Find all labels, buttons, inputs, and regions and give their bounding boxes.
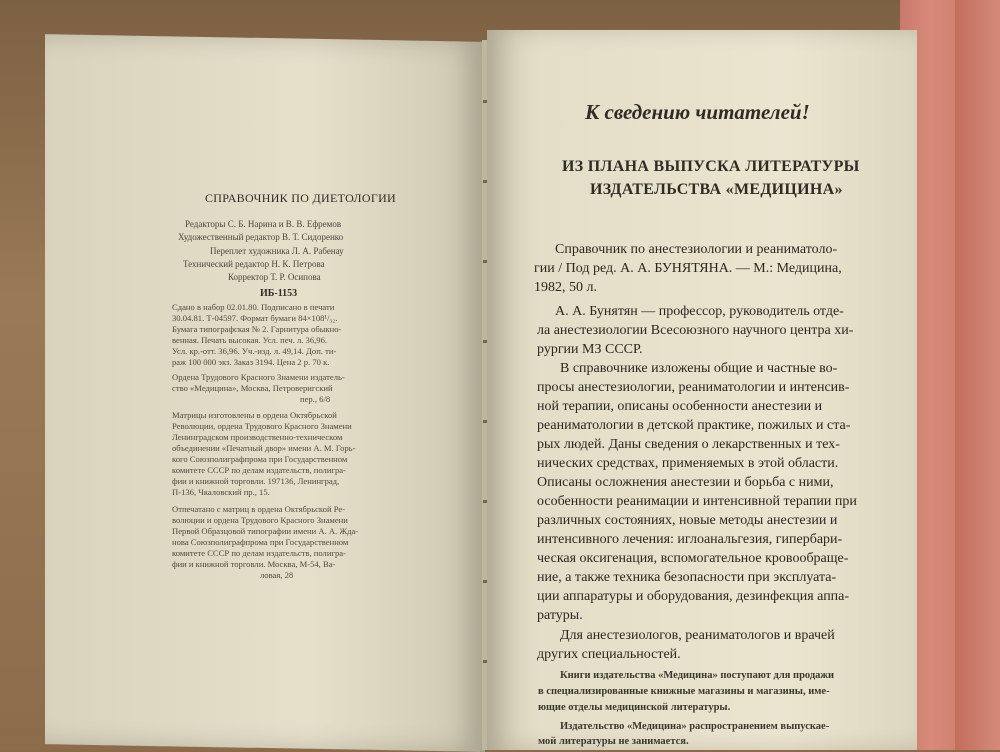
printed-line: комитете СССР по делам издательств, полигра- [172,548,346,558]
description-line: просы анестезиологии, реаниматологии и интенсив- [537,380,850,395]
book-cover-edge [955,0,1000,750]
print-details-line: раж 100 000 экз. Заказ 3194. Цена 2 р. 70 к. [172,357,330,367]
imprint-line: Художественный редактор В. Т. Сидоренко [178,232,344,242]
print-details-line: 30.04.81. Т-04597. Формат бумаги 84×108¹/₃₂. [172,313,338,323]
description-line: нических средствах, применяемых в этой области. [537,456,839,471]
description-line: ние, а также техника безопасности при эксплуата- [537,570,837,585]
imprint-line: Переплет художника Л. А. Рабенау [210,246,344,256]
book-reference-line: гии / Под ред. А. А. БУНЯТЯНА. — М.: Медицина, [534,261,842,276]
description-line: А. А. Бунятян — профессор, руководитель отде- [555,304,844,319]
audience-line: Для анестезиологов, реаниматологов и врачей [560,628,835,643]
imprint-line: Технический редактор Н. К. Петрова [183,259,325,269]
plan-heading-line2: ИЗДАТЕЛЬСТВА «МЕДИЦИНА» [590,181,843,198]
description-line: ческая оксигенация, вспомогательное кровообраще- [537,551,849,566]
description-line: Описаны осложнения анестезии и борьба с ними, [537,475,834,490]
printed-line: нова Союзполиграфпрома при Государственном [172,537,349,547]
publisher-line: Ордена Трудового Красного Знамени издатель- [172,372,345,382]
printed-line: Отпечатано с матриц в ордена Октябрьской Ре- [172,504,346,514]
description-line: особенности реанимации и интенсивной терапии при [537,494,857,509]
description-line: рых людей. Даны сведения о лекарственных и тех- [537,437,840,452]
print-details-line: Сдано в набор 02.01.80. Подписано в печати [172,302,335,312]
matrices-line: Матрицы изготовлены в ордена Октябрьской [172,410,337,420]
publisher-line: ство «Медицина», Москва, Петроверигский [172,383,333,393]
description-line: ции аппаратуры и оборудования, дезинфекция аппа- [537,589,850,604]
matrices-line: комитете СССР по делам издательств, полигра- [172,465,346,475]
description-line: ной терапии, описаны особенности анестезии и [537,399,823,414]
print-details-line: Усл. кр.-отт. 36,96. Уч.-изд. л. 49,14. Доп. ти- [172,346,337,356]
matrices-line: Революции, ордена Трудового Красного Знамени [172,421,352,431]
imprint-line: Корректор Т. Р. Осипова [228,272,321,282]
printed-line: Первой Образцовой типографии имени А. А. Жда- [172,526,359,536]
description-line: рургии МЗ СССР. [537,342,643,357]
description-line: различных состояниях, новые методы анестезии и [537,513,838,528]
print-details-line: Бумага типографская № 2. Гарнитура обыкно- [172,324,342,334]
printed-line: ловая, 28 [260,570,294,580]
distribution-note-line: Издательство «Медицина» распространением выпускае- [560,721,830,732]
sales-note-line: ющие отделы медицинской литературы. [538,702,731,713]
printed-line: фии и книжной торговли. Москва, М-54, Ва- [172,559,336,569]
book-reference-line: 1982, 50 л. [534,280,597,295]
description-line: ла анестезиологии Всесоюзного научного центра хи- [537,323,854,338]
audience-line: других специальностей. [537,647,681,662]
matrices-line: кого Союзполиграфпрома при Государственном [172,454,348,464]
left-page-title: СПРАВОЧНИК ПО ДИЕТОЛОГИИ [205,191,397,205]
imprint-line: Редакторы С. Б. Нарина и В. В. Ефремов [185,219,342,229]
description-line: ратуры. [537,608,583,623]
reader-notice: К сведению читателей! [585,100,810,124]
matrices-line: Ленинградском производственно-техническом [172,432,343,442]
description-line: В справочнике изложены общие и частные во- [560,361,838,376]
book-reference-line: Справочник по анестезиологии и реаниматоло- [555,242,838,257]
print-details-line: венная. Печать высокая. Усл. печ. л. 36,96. [172,335,328,345]
publisher-line: пер., 6/8 [300,394,331,404]
description-line: реаниматологии в детской практике, пожилых и ста- [537,418,851,433]
description-line: интенсивного лечения: иглоанальгезия, гипербари- [537,532,843,547]
matrices-line: П-136, Чкаловский пр., 15. [172,487,270,497]
sales-note-line: в специализированные книжные магазины и магазины, име- [538,686,830,697]
printed-line: волюции и ордена Трудового Красного Знамени [172,515,348,525]
sales-note-line: Книги издательства «Медицина» поступают для продажи [560,670,835,681]
plan-heading-line1: ИЗ ПЛАНА ВЫПУСКА ЛИТЕРАТУРЫ [562,158,860,175]
ib-number: ИБ-1153 [260,288,298,299]
matrices-line: объединении «Печатный двор» имени А. М. Горь- [172,443,356,453]
matrices-line: фии и книжной торговли. 197136, Ленинград, [172,476,340,486]
distribution-note-line: мой литературы не занимается. [538,736,689,747]
